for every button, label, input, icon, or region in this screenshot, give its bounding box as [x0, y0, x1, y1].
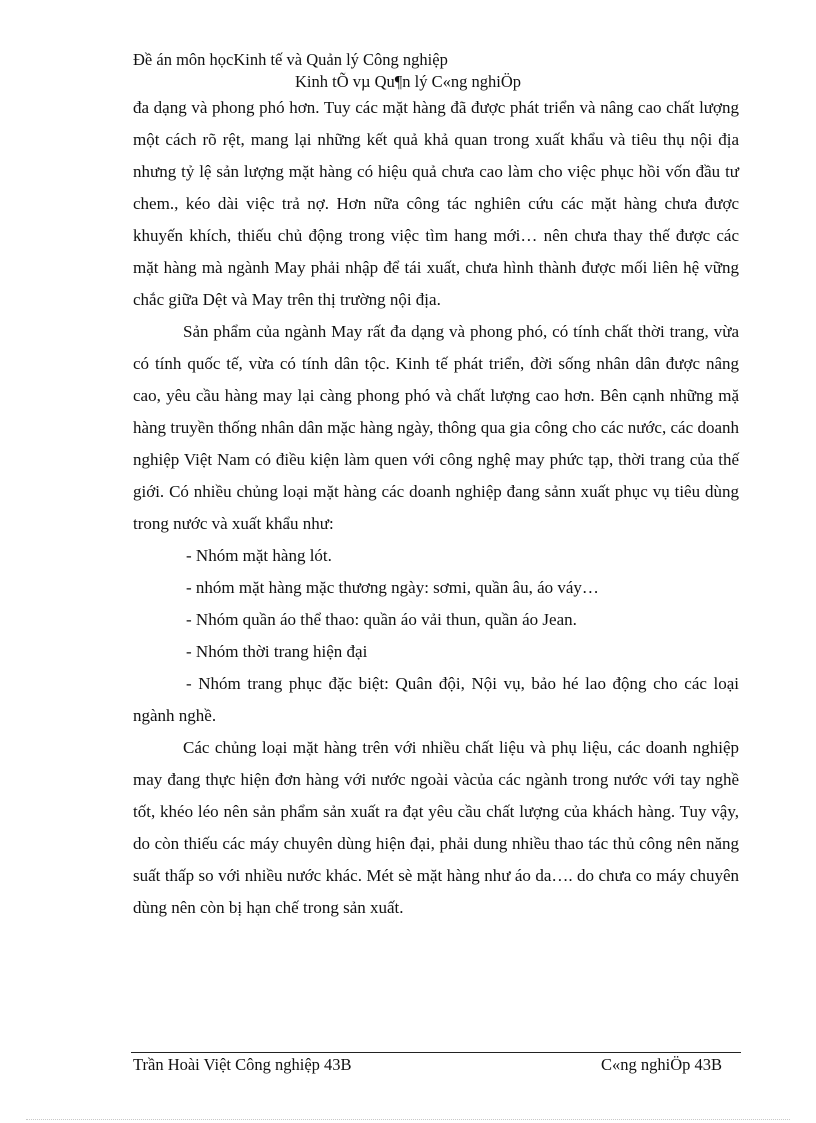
body-text — [133, 92, 739, 924]
footer-author: Trần Hoài Việt Công nghiệp 43B — [133, 1055, 352, 1074]
list-item: - Nhóm thời trang hiện đại — [186, 642, 368, 661]
list-item: - nhóm mặt hàng mặc thương ngày: sơmi, quần âu, áo váy… — [186, 578, 599, 597]
list-item: - Nhóm trang phục đặc biệt: Quân đội, Nội vụ, bảo hé lao động cho các loại ngành nghề. — [133, 674, 739, 725]
paragraph-materials: Các chủng loại mặt hàng trên với nhiều chất liệu và phụ liệu, các doanh nghiệp may đang thực hiện đơn hàng với nước ngoài vàcủa các ngành trong nước với tay nghề tốt, khéo léo nên sản phẩm sản xuất ra đạt yêu cầu chất lượng của khách hàng. Tuy vậy, do còn thiếu các máy chuyên dùng hiện đại, phải dung nhiều thao tác thủ công nên năng suất thấp so với nhiều nước khác. Mét sè mặt hàng như áo da…. do chưa co máy chuyên dùng nên còn bị hạn chế trong sản xuất. — [133, 738, 739, 917]
paragraph-continuation: đa dạng và phong phó hơn. Tuy các mặt hàng đã được phát triển và nâng cao chất lượng một cách rõ rệt, mang lại những kết quả khả quan trong xuất khẩu và tiêu thụ nội địa nhưng tỷ lệ sản lượng mặt hàng có hiệu quả chưa cao làm cho việc phục hồi vốn đầu tư chem., kéo dài việc trả nợ. Hơn nữa công tác nghiên cứu các mặt hàng chưa được khuyến khích, thiếu chủ động trong việc tìm hang mới… nên chưa thay thế được các mặt hàng mà ngành May phải nhập để tái xuất, chưa hình thành được mối liên hệ vững chắc giữa Dệt và May trên thị trường nội địa. — [133, 98, 739, 309]
page-bottom-edge — [26, 1119, 790, 1120]
footer-divider — [131, 1052, 741, 1053]
paragraph-products: Sản phẩm của ngành May rất đa dạng và phong phó, có tính chất thời trang, vừa có tính quốc tế, vừa có tính dân tộc. Kinh tế phát triển, đời sống nhân dân được nâng cao, yêu cầu hàng may lại càng phong phó và chất lượng cao hơn. Bên cạnh những mặ hàng truyền thống nhân dân mặc hàng ngày, thông qua gia công cho các nước, các doanh nghiệp Việt Nam có điều kiện làm quen với công nghệ may phức tạp, thời trang của thế giới. Có nhiều chủng loại mặt hàng các doanh nghiệp đang sảnn xuất phục vụ tiêu dùng trong nước và xuất khẩu như: — [133, 322, 739, 533]
header-subject-title: Kinh tÕ vµ Qu¶n lý C«ng nghiÖp — [295, 72, 521, 91]
list-item: - Nhóm mặt hàng lót. — [186, 546, 332, 565]
list-item: - Nhóm quần áo thể thao: quần áo vải thun, quần áo Jean. — [186, 610, 577, 629]
header-course-title: Đề án môn họcKinh tế và Quản lý Công nghiệp — [133, 50, 448, 69]
footer-class: C«ng nghiÖp 43B — [600, 1055, 722, 1074]
